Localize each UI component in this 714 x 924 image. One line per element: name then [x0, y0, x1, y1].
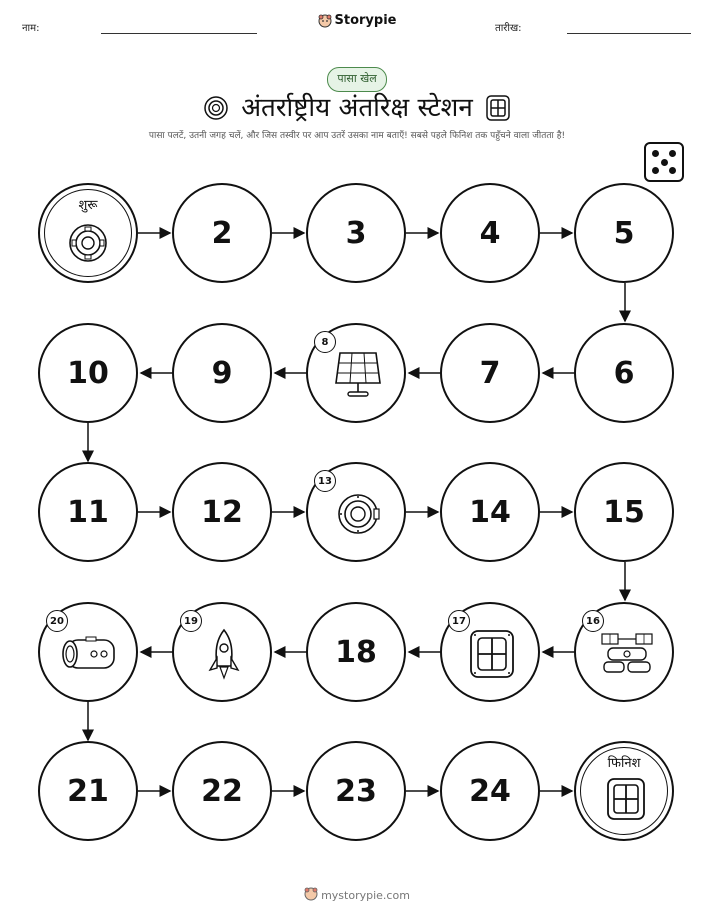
board-space-24[interactable]	[440, 741, 540, 841]
board-space-22[interactable]	[172, 741, 272, 841]
storypie-logo-icon	[304, 887, 318, 901]
space-number: 7	[479, 355, 501, 391]
footer	[0, 887, 714, 902]
board-space-18[interactable]	[306, 602, 406, 702]
space-number: 5	[613, 215, 635, 251]
board-space-9[interactable]	[172, 323, 272, 423]
board-space-7[interactable]	[440, 323, 540, 423]
board-space-12[interactable]	[172, 462, 272, 562]
rocket-icon	[206, 628, 242, 682]
space-badge-19: 19	[180, 610, 202, 632]
space-number: 6	[613, 355, 635, 391]
board-space-11[interactable]	[38, 462, 138, 562]
board-space-5[interactable]	[574, 183, 674, 283]
space-number: 24	[469, 773, 511, 809]
space-badge-17: 17	[448, 610, 470, 632]
space-number: 11	[67, 494, 109, 530]
board-space-6[interactable]	[574, 323, 674, 423]
brand-name: Storypie	[334, 13, 397, 28]
space-badge-13: 13	[314, 470, 336, 492]
date-label: तारीख:	[495, 23, 522, 34]
window-icon	[468, 628, 516, 680]
hatch-icon	[68, 223, 108, 263]
space-number: 3	[345, 215, 367, 251]
solar-panel-icon	[334, 349, 382, 399]
space-number: 12	[201, 494, 243, 530]
space-number: 10	[67, 355, 109, 391]
board-space-21[interactable]	[38, 741, 138, 841]
space-number: 22	[201, 773, 243, 809]
window-icon	[606, 777, 646, 821]
board-space-start[interactable]	[38, 183, 138, 283]
space-number: 4	[479, 215, 501, 251]
space-number: 9	[211, 355, 233, 391]
title-text: अंतर्राष्ट्रीय अंतरिक्ष स्टेशन	[241, 93, 473, 123]
space-number: 23	[335, 773, 377, 809]
space-badge-16: 16	[582, 610, 604, 632]
hatch-icon	[336, 492, 380, 536]
space-number: 14	[469, 494, 511, 530]
board-space-4[interactable]	[440, 183, 540, 283]
module-icon	[60, 634, 120, 674]
space-number: 15	[603, 494, 645, 530]
space-station-icon	[598, 628, 656, 680]
board-space-3[interactable]	[306, 183, 406, 283]
footer-url[interactable]: mystorypie.com	[321, 889, 410, 902]
finish-label: फिनिश	[607, 756, 641, 771]
name-label: नाम:	[22, 23, 40, 34]
space-number: 18	[335, 634, 377, 670]
board-space-15[interactable]	[574, 462, 674, 562]
game-type-tag: पासा खेल	[327, 67, 387, 92]
instructions: पासा पलटें, उतनी जगह चलें, और जिस तस्वीर पर आप उतरें उसका नाम बताएँ! सबसे पहले फिनिश तक पहुँचने वाला जीतता है!	[148, 131, 566, 141]
space-badge-20: 20	[46, 610, 68, 632]
space-number: 2	[211, 215, 233, 251]
board-space-14[interactable]	[440, 462, 540, 562]
board-space-23[interactable]	[306, 741, 406, 841]
space-badge-8: 8	[314, 331, 336, 353]
board-space-finish[interactable]	[574, 741, 674, 841]
start-label: शुरू	[78, 198, 98, 213]
board-space-2[interactable]	[172, 183, 272, 283]
space-number: 21	[67, 773, 109, 809]
board-space-10[interactable]	[38, 323, 138, 423]
